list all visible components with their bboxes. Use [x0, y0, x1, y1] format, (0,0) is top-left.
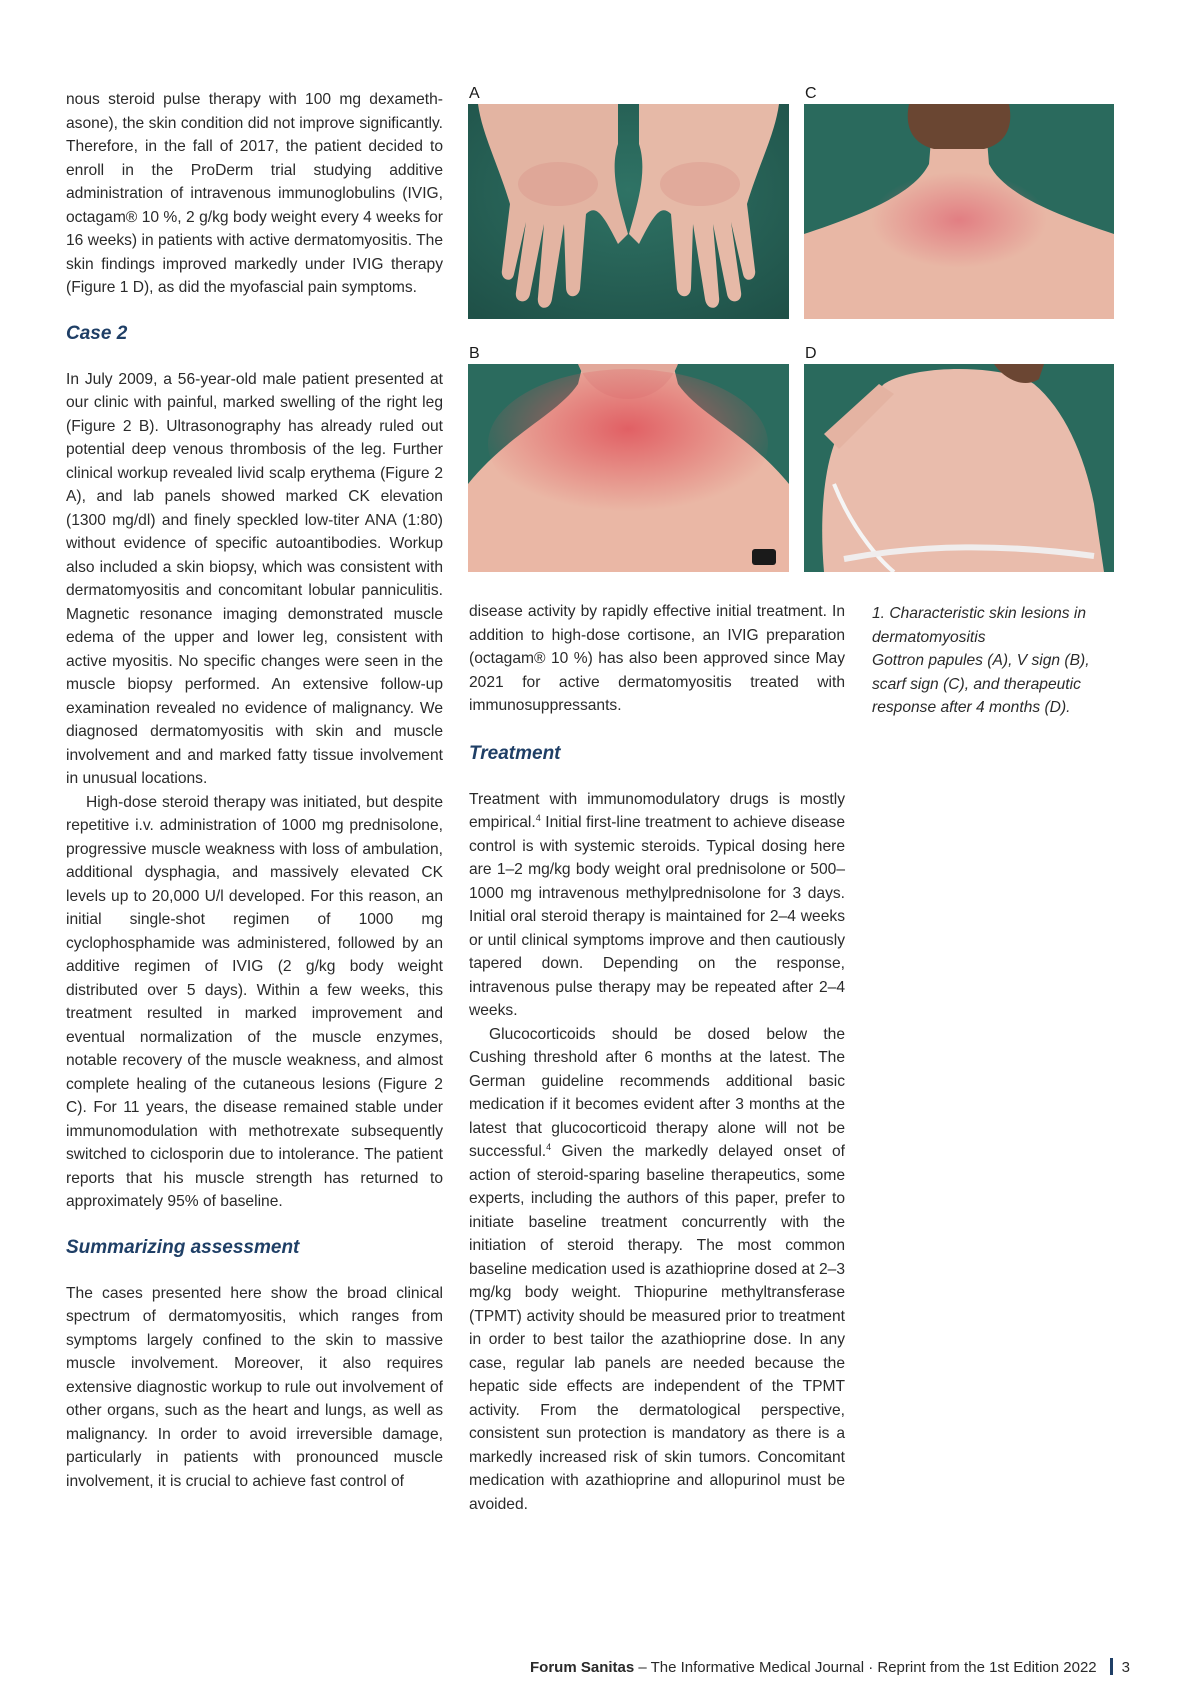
caption-line: Gottron papules (A), V sign (B), [872, 652, 1090, 669]
paragraph [469, 788, 845, 1023]
journal-name: Forum Sanitas [530, 1659, 635, 1676]
left-column [66, 88, 443, 1493]
page-footer [530, 1658, 1130, 1676]
caption-line: 1. Characteristic skin lesions in [872, 605, 1087, 622]
paragraph: In July 2009, a 56-year-old male patient presented at our clinic with painful, marked swelling of the right leg (Figure 2 B). Ultrasonography has already ruled out potential deep venous thrombosis of the leg. Further clinical workup revealed livid scalp erythema (Figure 2 A), and lab panels showed marked CK elevation (1300 mg/dl) and finely speckled low-titer ANA (1:80) without evidence of specific autoantibodies. Workup also included a skin biopsy, which was consistent with dermatomyositis and concomitant lobular panniculitis. Magnetic resonance imaging demonstrated muscle edema of the upper and lower leg, consistent with active myositis. No specific changes were seen in the muscle biopsy performed. An extensive follow-up examination revealed no evidence of malignancy. We diagnosed dermatomyositis with skin and muscle involvement and and marked fatty tissue involvement in unusual locations. [66, 370, 443, 787]
figure-label-d: D [805, 345, 817, 362]
paragraph: nous steroid pulse therapy with 100 mg dexamethasone), the skin condition did not improve significantly. Therefore, in the fall of 2017, the patient decided to enroll in the ProDerm trial studying additive administration of intravenous immunoglobulins (IVIG, octagam® 10 %, 2 g/kg body weight every 4 weeks for 16 weeks) in patients with active dermatomyositis. The skin findings improved markedly under IVIG therapy (Figure 1 D), as did the myofascial pain symptoms. [66, 91, 443, 296]
paragraph: High-dose steroid therapy was initiated, but despite repetitive i.v. administration of 1000 mg prednisolone, progressive muscle weakness with loss of ambulation, additional dysphagia, and massively elevated CK levels up to 20,000 U/l developed. For this reason, an initial single-shot regimen of 1000 mg cyclophosphamide was administered, followed by an additive regimen of IVIG (2 g/kg body weight distributed over 5 days). Within a few weeks, this treatment resulted in marked improvement and eventual normalization of the muscle enzymes, notable recovery of the muscle weakness, and almost complete healing of the cutaneous lesions (Figure 2 C). For 11 years, the disease remained stable under immunomodulation with methotrexate subsequently switched to ciclosporin due to intolerance. The patient reports that his muscle strength has returned to approximately 95% of baseline. [66, 793, 443, 1210]
text-span: Initial first-line treatment to achieve disease control is with systemic steroids. Typical dosing here are 1–2 mg/kg body weight oral prednisolone or 500–1000 mg intravenous methylprednisolone for 3 days. Initial oral steroid therapy is maintained for 2–4 weeks or until clinical symptoms improve and then cautiously tapered down. Depending on the response, intravenous pulse therapy may be repeated after 2–4 weeks. [469, 814, 845, 1019]
figure-label-b: B [469, 345, 480, 362]
photo-d-back [804, 364, 1114, 572]
caption-line: scarf sign (C), and therapeutic [872, 675, 1081, 693]
reference-superscript: 4 [535, 812, 541, 823]
heading-treatment: Treatment [469, 742, 561, 764]
figure-label-a: A [469, 85, 480, 102]
heading-case-2: Case 2 [66, 322, 128, 344]
photo-a-hands [468, 104, 789, 319]
caption-line: dermatomyositis [872, 628, 986, 646]
footer-divider [1110, 1658, 1113, 1675]
paragraph: disease activity by rapidly effective initial treatment. In addition to high-dose cortisone, an IVIG preparation (octagam® 10 %) has also been approved since May 2021 for active dermatomyositis treated with immunosuppressants. [469, 603, 845, 714]
middle-column [469, 600, 845, 1516]
journal-tagline: – The Informative Medical Journal · Reprint from the 1st Edition 2022 [634, 1659, 1097, 1676]
text-span: Treatment with immunomodulatory drugs is mostly empirical. [469, 790, 845, 831]
paragraph: The cases presented here show the broad clinical spectrum of dermatomyositis, which ranges from symptoms largely confined to the skin to massive muscle involvement. Moreover, it also requires extensive diagnostic workup to rule out involvement of other organs, such as the heart and lungs, as well as malignancy. In order to avoid irreversible damage, particularly in patients with pronounced muscle involvement, it is crucial to achieve fast control of [66, 1284, 443, 1490]
paragraph [469, 1023, 845, 1517]
text-span: Given the markedly delayed onset of action of steroid-sparing baseline therapeutics, some experts, including the authors of this paper, prefer to initiate baseline treatment concurrently with the initiation of steroid therapy. The most common baseline medication used is azathioprine dosed at 2–3 mg/kg body weight. Thiopurine methyltransferase (TPMT) activity should be measured prior to treatment in order to best tailor the azathioprine dose. In any case, regular lab panels are needed because the hepatic side effects are independent of the TPMT activity. From the dermatological perspective, consistent sun protection is mandatory as there is a markedly increased risk of skin tumors. Concomitant medication with azathioprine and allopurinol must be avoided. [469, 1143, 845, 1513]
figure-caption [872, 602, 1122, 720]
caption-line: response after 4 months (D). [872, 699, 1071, 716]
text-span: Glucocorticoids should be dosed below the Cushing threshold after 6 months at the latest. The German guideline recommends additional basic medication if it becomes evident after 3 months at the latest that glucocorticoid therapy alone will not be successful. [469, 1025, 845, 1160]
photo-b-chest [468, 364, 789, 572]
photo-c-neck [804, 104, 1114, 319]
page-number: 3 [1121, 1659, 1130, 1676]
reference-superscript: 4 [546, 1141, 552, 1152]
figure-label-c: C [805, 85, 817, 102]
heading-summarizing-assessment: Summarizing assessment [66, 1236, 300, 1258]
